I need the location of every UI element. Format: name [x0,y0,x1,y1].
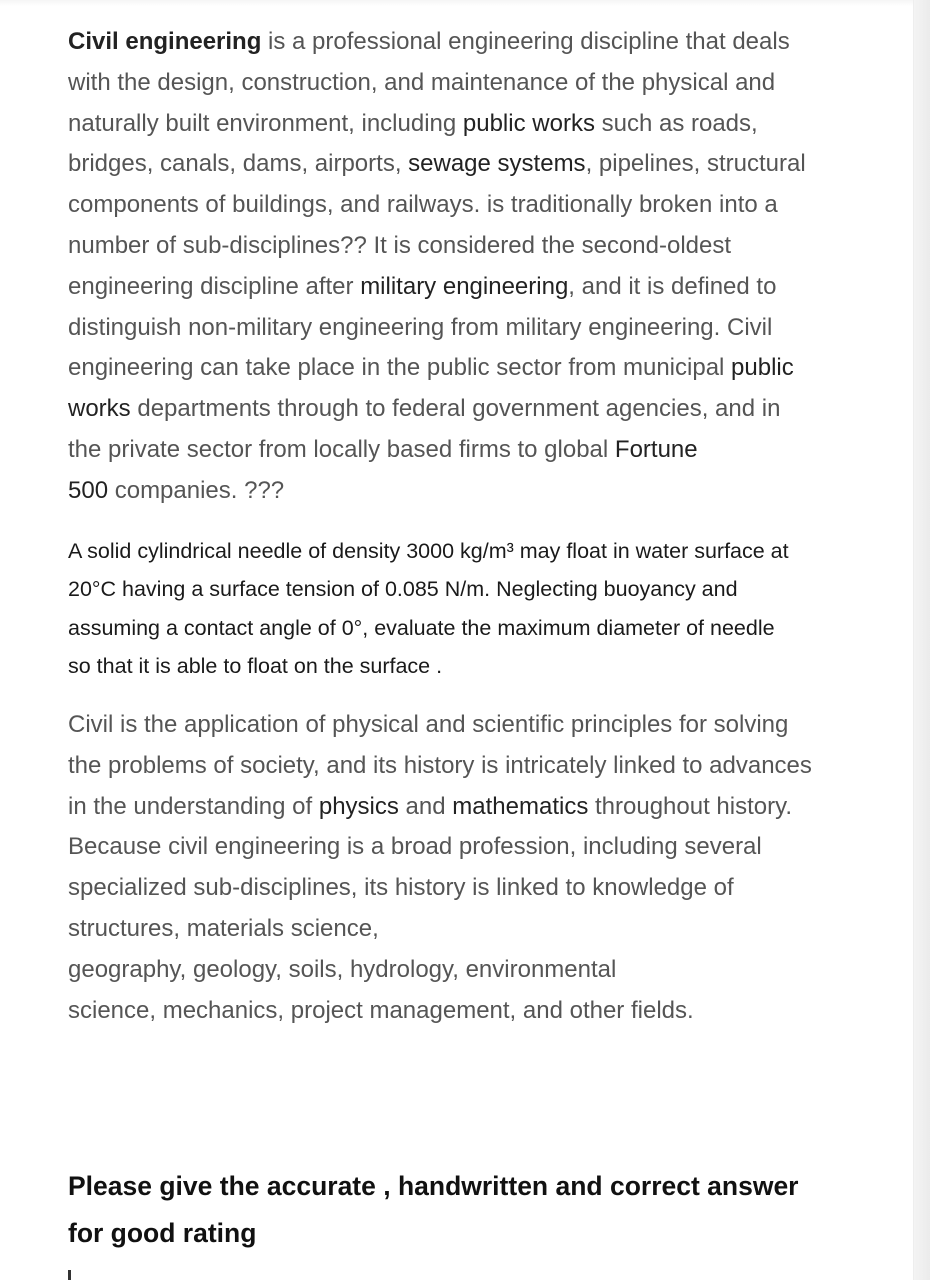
line-text: science, mechanics, project management, and other fields. [68,996,694,1024]
line-text: , and it is defined to [568,272,777,300]
link-fortune-500-cont: 500 [68,476,109,504]
line-text: with the design, construction, and maintenance of the physical and [68,68,776,96]
line-text: naturally built environment, including [68,109,463,137]
line-text: departments through to federal government agencies, and in [130,395,781,423]
line-text: geography, geology, soils, hydrology, environmental [68,955,617,983]
problem-line: assuming a contact angle of 0°, evaluate the maximum diameter of needle [68,615,775,640]
term-civil-engineering: Civil engineering [68,28,262,55]
link-public-works-dept-cont: works [68,395,131,423]
link-military-engineering: military engineering [360,272,569,300]
problem-line: so that it is able to float on the surface . [68,653,443,678]
line-text: , pipelines, structural [585,150,806,178]
line-text: engineering can take place in the public sector from municipal [68,354,732,382]
intro-paragraph [68,22,868,512]
link-public-works-dept: public [731,354,794,382]
line-text: companies. ??? [108,476,285,504]
page-edge-strip [913,0,930,1280]
problem-line: A solid cylindrical needle of density 3000 kg/m³ may float in water surface at [68,539,789,563]
problem-statement [68,532,868,685]
cursor-mark [68,1270,71,1280]
line-text: engineering discipline after [68,272,361,300]
line-text: the private sector from locally based firms to global [68,435,615,463]
line-text: structures, materials science, [68,914,379,942]
line-text: the problems of society, and its history is intricately linked to advances [68,751,812,779]
line-text: Because civil engineering is a broad profession, including several [68,833,762,861]
top-shade [0,0,914,6]
link-public-works: public works [462,109,595,137]
link-mathematics: mathematics [452,792,589,820]
link-sewage-systems: sewage systems [408,150,586,178]
problem-line: 20°C having a surface tension of 0.085 N/m. Neglecting buoyancy and [68,577,738,602]
request-line: Please give the accurate , handwritten and correct answer [68,1171,799,1201]
line-text: is a professional engineering discipline that deals [261,28,790,55]
answer-request [68,1163,868,1257]
line-text: bridges, canals, dams, airports, [68,150,409,178]
request-line: for good rating [68,1218,257,1248]
line-text: number of sub-disciplines?? It is considered the second-oldest [68,231,732,259]
history-paragraph [68,705,868,1031]
line-text: distinguish non-military engineering from military engineering. Civil [68,313,773,341]
line-text: specialized sub-disciplines, its history is linked to knowledge of [68,874,734,902]
line-text: and [398,792,453,820]
link-fortune-500: Fortune [614,435,698,463]
line-text: in the understanding of [68,792,319,820]
line-text: components of buildings, and railways. is traditionally broken into a [68,191,778,219]
document-body [68,22,868,1248]
line-text: Civil is the application of physical and scientific principles for solving [68,711,789,738]
line-text: such as roads, [594,109,758,137]
line-text: throughout history. [588,792,792,820]
link-physics: physics [318,792,399,820]
